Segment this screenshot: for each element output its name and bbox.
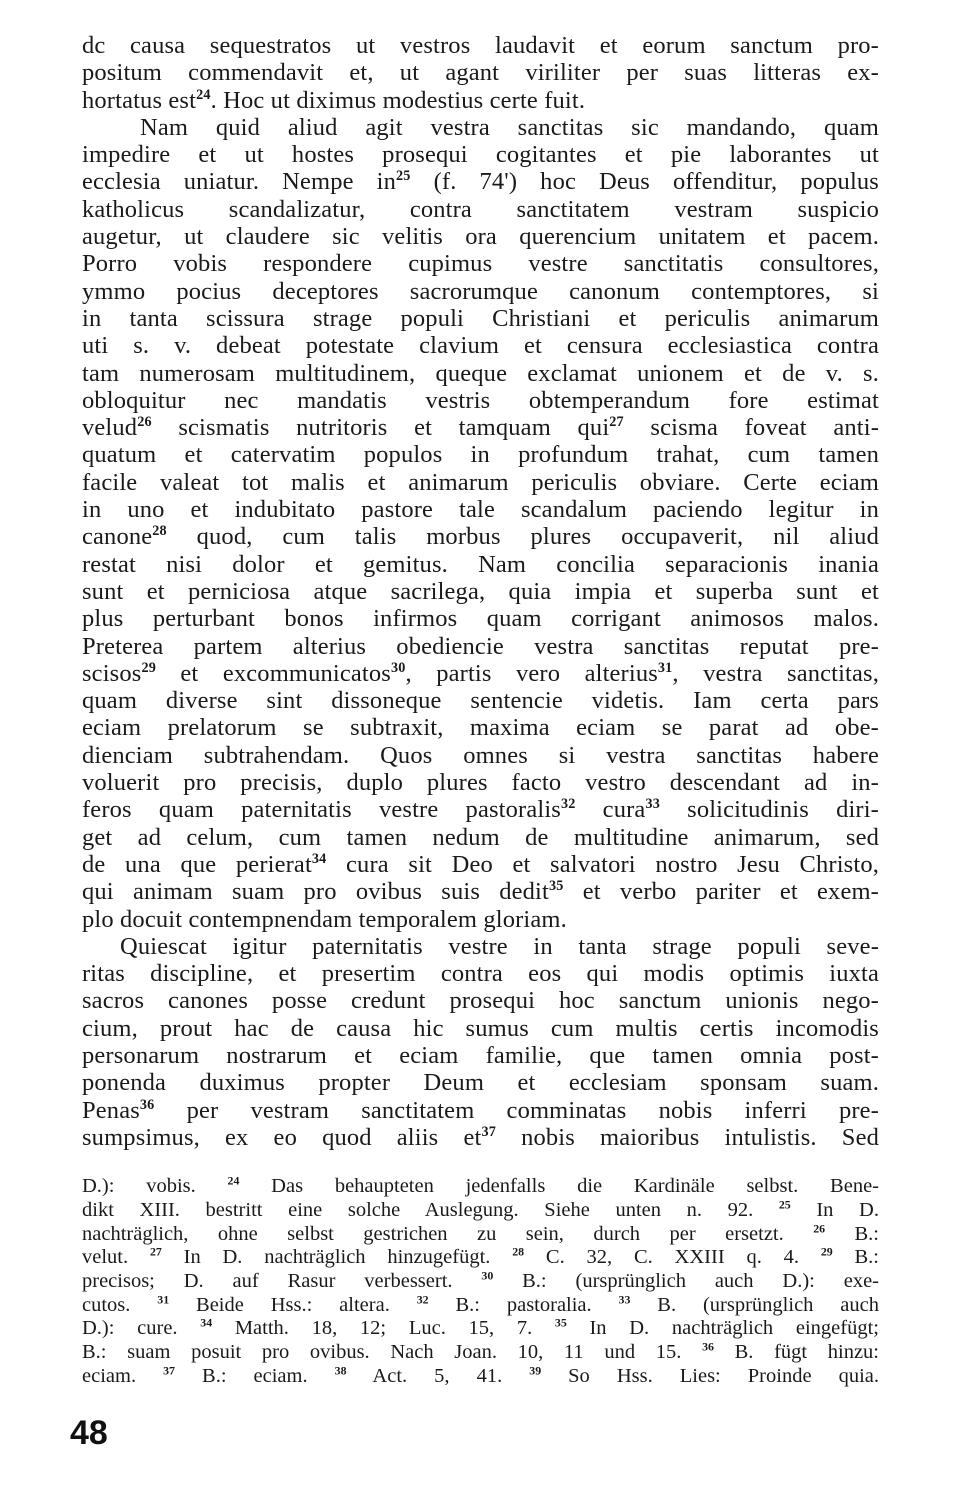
text-line: hortatus est$^{24}$. Hoc ut diximus modestius certe fuit. — [82, 86, 586, 114]
footnote-line: cutos. $^{31}$ Beide Hss.: altera. $^{32}$ B.: pastoralia. $^{33}$ B. (ursprünglich auch — [82, 1292, 879, 1316]
footnote-ref: 27 — [149, 1244, 162, 1259]
footnote-line: eciam. $^{37}$ B.: eciam. $^{38}$ Act. 5, 41. $^{39}$ So Hss. Lies: Proinde quia. — [82, 1363, 880, 1387]
main-text — [82, 32, 879, 1151]
footnote-ref: 29 — [820, 1244, 833, 1259]
text-line: voluerit pro precisis, duplo plures facto vestro descendant ad in- — [82, 769, 879, 797]
footnote-line: D.): cure. $^{34}$ Matth. 18, 12; Luc. 15, 7. $^{35}$ In D. nachträglich eingefügt; — [82, 1316, 879, 1340]
text-line: dienciam subtrahendam. Quos omnes si vestra sanctitas habere — [82, 741, 879, 769]
footnote-ref: 36 — [702, 1339, 714, 1354]
footnote-ref: 29 — [141, 660, 156, 677]
text-line: quam diverse sint dissoneque sentencie videtis. Iam certa pars — [82, 687, 879, 715]
footnote-line: nachträglich, ohne selbst gestrichen zu sein, durch per ersetzt. $^{26}$ B.: — [82, 1221, 880, 1245]
footnote-ref: 39 — [529, 1363, 542, 1378]
text-line: ecclesia uniatur. Nempe $in^{25}$ (f. 74') hoc Deus offenditur, populus — [82, 168, 879, 196]
footnote-ref: 24 — [227, 1173, 240, 1188]
footnote-ref: 32 — [560, 796, 576, 813]
footnote-line: dikt XIII. bestritt eine solche Auslegung. Siehe unten n. 92. $^{25}$ In D. — [82, 1197, 879, 1221]
text-line: get ad celum, cum tamen nedum de multitudine animarum, sed — [82, 823, 879, 851]
text-line: Porro vobis respondere cupimus vestre sanctitatis consultores, — [82, 250, 879, 278]
text-line: impedire et ut hostes prosequi cogitantes et pie laborantes ut — [82, 141, 879, 169]
footnote-ref: 30 — [481, 1268, 494, 1283]
footnote-ref: 36 — [139, 1096, 155, 1113]
footnote-ref: 24 — [196, 86, 211, 103]
text-line: qui animam suam pro ovibus suis dedit$^{35}$ et verbo pariter et exem- — [82, 878, 879, 906]
text-line: uti s. v. debeat potestate clavium et censura ecclesiastica contra — [82, 332, 879, 360]
footnote-ref: 28 — [152, 523, 167, 540]
text-line: de una que perierat$^{34}$ cura sit Deo et salvatori nostro Jesu Christo, — [82, 850, 880, 878]
footnote-ref: 31 — [657, 660, 673, 677]
text-line: in uno et indubitato pastore tale scandalum paciendo legitur in — [82, 496, 879, 524]
text-line: canone$^{28}$ quod, cum talis morbus plures occupaverit, nil aliud — [82, 523, 879, 551]
text-line: ritas discipline, et presertim contra eos qui modis optimis iuxta — [82, 960, 879, 988]
footnote-ref: 30 — [390, 660, 406, 677]
footnote-ref: 26 — [137, 414, 152, 431]
footnote-line: B.: suam posuit pro ovibus. Nach Joan. 10, 11 und 15. $^{36}$ B. fügt hinzu: — [82, 1339, 880, 1364]
footnote-line: velut. $^{27}$ In D. nachträglich hinzugefügt. $^{28}$ C. 32, C. XXIII q. 4. $^{29}$ B.: — [82, 1244, 880, 1269]
footnote-ref: 35 — [554, 1316, 567, 1331]
text-line: sacros canones posse credunt prosequi hoc sanctum unionis nego- — [82, 987, 879, 1015]
text-line: positum commendavit et, ut agant viriliter per suas litteras ex- — [82, 59, 879, 87]
text-line: tam numerosam multitudinem, queque exclamat unionem et de v. s. — [82, 359, 879, 387]
text-line: velud$^{26}$ scismatis nutritoris et tamquam qui$^{27}$ scisma foveat anti- — [82, 414, 880, 442]
text-line: Quiescat igitur paternitatis vestre in tanta strage populi seve- — [120, 932, 879, 960]
text-line: obloquitur nec mandatis vestris obtemperandum fore estimat — [82, 386, 879, 414]
text-line: scisos$^{29}$ et excommunicatos$^{30}$, partis vero alterius$^{31}$, vestra sanctitas, — [82, 659, 879, 687]
footnote-ref: 31 — [157, 1292, 170, 1307]
page-body — [82, 32, 879, 1389]
footnote-line: D.): vobis. $^{24}$ Das behaupteten jedenfalls die Kardinäle selbst. Bene- — [82, 1173, 879, 1198]
text-line: katholicus scandalizatur, contra sanctitatem vestram suspicio — [82, 195, 879, 223]
text-line: restat nisi dolor et gemitus. Nam concilia separacionis inania — [82, 550, 879, 578]
text-line: plus perturbant bonos infirmos quam corrigant animosos malos. — [82, 605, 879, 633]
text-line: feros quam paternitatis vestre pastoralis$^{32}$ cura$^{33}$ solicitudinis diri- — [82, 796, 879, 824]
footnote-ref: 33 — [645, 796, 660, 813]
footnote-ref: 37 — [481, 1124, 496, 1141]
text-line: personarum nostrarum et eciam familie, que tamen omnia post- — [82, 1041, 879, 1069]
text-line: cium, prout hac de causa hic sumus cum multis certis incomodis — [82, 1014, 879, 1042]
text-line: quatum et catervatim populos in profundum trahat, cum tamen — [82, 441, 879, 469]
footnote-ref: 26 — [813, 1221, 826, 1236]
text-line: sunt et perniciosa atque sacrilega, quia impia et superba sunt et — [82, 577, 879, 605]
text-line: in tanta scissura strage populi Christiani et periculis animarum — [82, 304, 879, 332]
footnote-ref: 25 — [396, 168, 411, 185]
footnote-ref: 32 — [416, 1292, 429, 1307]
text-line: Preterea partem alterius obediencie vestra sanctitas reputat pre- — [82, 632, 879, 660]
text-line: ponenda duximus propter Deum et ecclesiam sponsam suam. — [82, 1069, 879, 1097]
footnote-ref: 33 — [618, 1292, 631, 1307]
text-line: sumpsimus, ex eo quod aliis $et^{37}$ nobis maioribus intulistis. Sed — [82, 1123, 879, 1151]
text-line: augetur, ut claudere sic velitis ora querencium unitatem et pacem. — [82, 223, 879, 251]
text-line: dc causa sequestratos ut vestros laudavit et eorum sanctum pro- — [82, 32, 879, 59]
footnote-ref: 34 — [311, 851, 327, 868]
text-line: plo docuit contempnendam temporalem gloriam. — [82, 905, 567, 933]
footnote-ref: 27 — [609, 414, 624, 431]
footnote-ref: 25 — [778, 1197, 791, 1212]
footnotes — [82, 1175, 879, 1388]
text-line: ymmo pocius deceptores sacrorumque canonum contemptores, si — [82, 277, 879, 305]
footnote-ref: 38 — [334, 1363, 347, 1378]
footnote-line: precisos; D. auf Rasur verbessert. $^{30}$ B.: (ursprünglich auch D.): exe- — [82, 1268, 879, 1292]
footnote-ref: 37 — [163, 1363, 175, 1378]
footnote-ref: 28 — [512, 1244, 525, 1259]
page-number: 48 — [70, 1414, 108, 1452]
footnote-ref: 35 — [548, 878, 564, 895]
text-line: Penas$^{36}$ per vestram sanctitatem comminatas nobis inferri pre- — [82, 1096, 879, 1124]
text-line: eciam prelatorum se subtraxit, maxima eciam se parat ad obe- — [82, 714, 879, 742]
footnote-ref: 34 — [200, 1316, 213, 1331]
text-line: Nam quid aliud agit vestra sanctitas sic mandando, quam — [140, 113, 879, 141]
text-line: facile valeat tot malis et animarum periculis obviare. Certe eciam — [82, 468, 879, 496]
